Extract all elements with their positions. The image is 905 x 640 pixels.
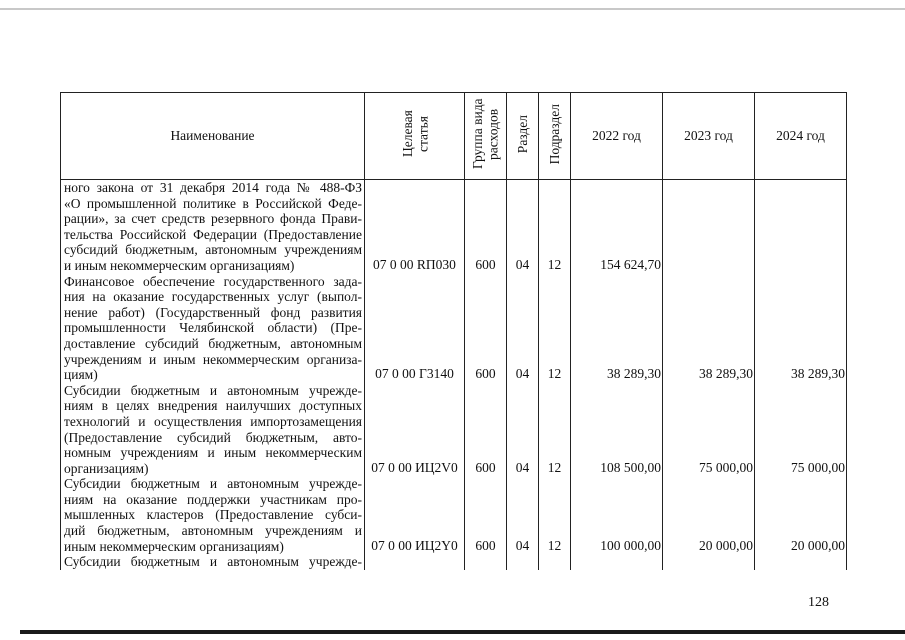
section-cell: 04 [507,476,539,554]
name-line: ниям на оказание поддержки участникам про- [64,491,362,507]
amount-2023-cell: 75 000,00 [663,383,755,477]
name-line: Субсидии бюджетным и автономным учрежде- [64,476,362,492]
name-line: ниям в целях внедрения наилучших доступных [64,398,362,414]
top-scan-edge [0,8,905,10]
amount-2024-cell: 75 000,00 [755,383,847,477]
amount-2023-cell: 20 000,00 [663,476,755,554]
subsection-cell: 12 [539,476,571,554]
row-name [61,383,365,477]
budget-table [60,92,847,570]
name-line: технологий и осуществления импортозамещения [64,413,362,429]
name-line: циям) [64,367,98,383]
table-row-continued [61,554,847,570]
header-subsection: Подраздел [539,93,571,180]
document-page [60,92,846,570]
empty-cell [571,554,663,570]
amount-2022-cell: 154 624,70 [571,180,663,274]
amount-2023-cell [663,180,755,274]
name-line: тельства Российской Федерации (Предоставление [64,226,362,242]
name-line: промышленности Челябинской области) (Пре- [64,320,362,336]
name-line: рации», за счет средств резервного фонда Прави- [64,211,362,227]
empty-cell [465,554,507,570]
name-line: и иным некоммерческим организациям) [64,257,295,273]
name-line: субсидий бюджетным, автономным учреждениям [64,242,362,258]
subsection-cell: 12 [539,383,571,477]
amount-2024-cell: 38 289,30 [755,274,847,383]
amount-2024-cell [755,180,847,274]
amount-2022-cell: 38 289,30 [571,274,663,383]
expense-group-cell: 600 [465,383,507,477]
header-2022: 2022 год [571,93,663,180]
empty-cell [539,554,571,570]
amount-2024-cell: 20 000,00 [755,476,847,554]
name-line: Субсидии бюджетным и автономным учрежде- [64,382,362,398]
amount-2023-cell: 38 289,30 [663,274,755,383]
amount-2022-cell: 100 000,00 [571,476,663,554]
header-section: Раздел [507,93,539,180]
empty-cell [663,554,755,570]
name-line: мышленных кластеров (Предоставление субси- [64,507,362,523]
header-2023: 2023 год [663,93,755,180]
header-expense-group: Группа вида расходов [465,93,507,180]
name-line: номным учреждениям и иным некоммерческим [64,445,362,461]
amount-2022-cell: 108 500,00 [571,383,663,477]
name-line: доставление субсидий бюджетным, автономным [64,335,362,351]
table-row [61,476,847,554]
name-line: учреждениям и иным некоммерческим организа- [64,351,362,367]
expense-group-cell: 600 [465,274,507,383]
table-row [61,383,847,477]
name-line: (Предоставление субсидий бюджетным, авто- [64,429,362,445]
section-cell: 04 [507,274,539,383]
section-cell: 04 [507,383,539,477]
subsection-cell: 12 [539,274,571,383]
name-line: нение работ) (Государственный фонд развития [64,304,362,320]
row-name [61,180,365,274]
target-article-cell: 07 0 00 ИЦ2Y0 [365,476,465,554]
empty-cell [365,554,465,570]
name-line: ния на оказание государственных услуг (выпол- [64,289,362,305]
section-cell: 04 [507,180,539,274]
bottom-scan-edge [20,630,905,634]
target-article-cell: 07 0 00 Г3140 [365,274,465,383]
name-line: ного закона от 31 декабря 2014 года № 488-ФЗ [64,180,362,195]
name-line: организациям) [64,460,149,476]
subsection-cell: 12 [539,180,571,274]
expense-group-cell: 600 [465,180,507,274]
target-article-cell: 07 0 00 ИЦ2V0 [365,383,465,477]
table-header-row [61,93,847,180]
row-name [61,476,365,554]
empty-cell [755,554,847,570]
header-name: Наименование [61,93,365,180]
name-line: дий бюджетным, автономным учреждениям и [64,523,362,539]
name-line: иным некоммерческим организациям) [64,538,284,554]
empty-cell [507,554,539,570]
name-line: «О промышленной политике в Российской Феде- [64,195,362,211]
target-article-cell: 07 0 00 RП030 [365,180,465,274]
row-name [61,274,365,383]
expense-group-cell: 600 [465,476,507,554]
page-number: 128 [808,595,829,610]
row-name-continued: Субсидии бюджетным и автономным учрежде- [61,554,365,570]
table-row [61,274,847,383]
name-line: Финансовое обеспечение государственного зада- [64,273,362,289]
table-row [61,180,847,274]
header-2024: 2024 год [755,93,847,180]
header-target-article: Целевая статья [365,93,465,180]
